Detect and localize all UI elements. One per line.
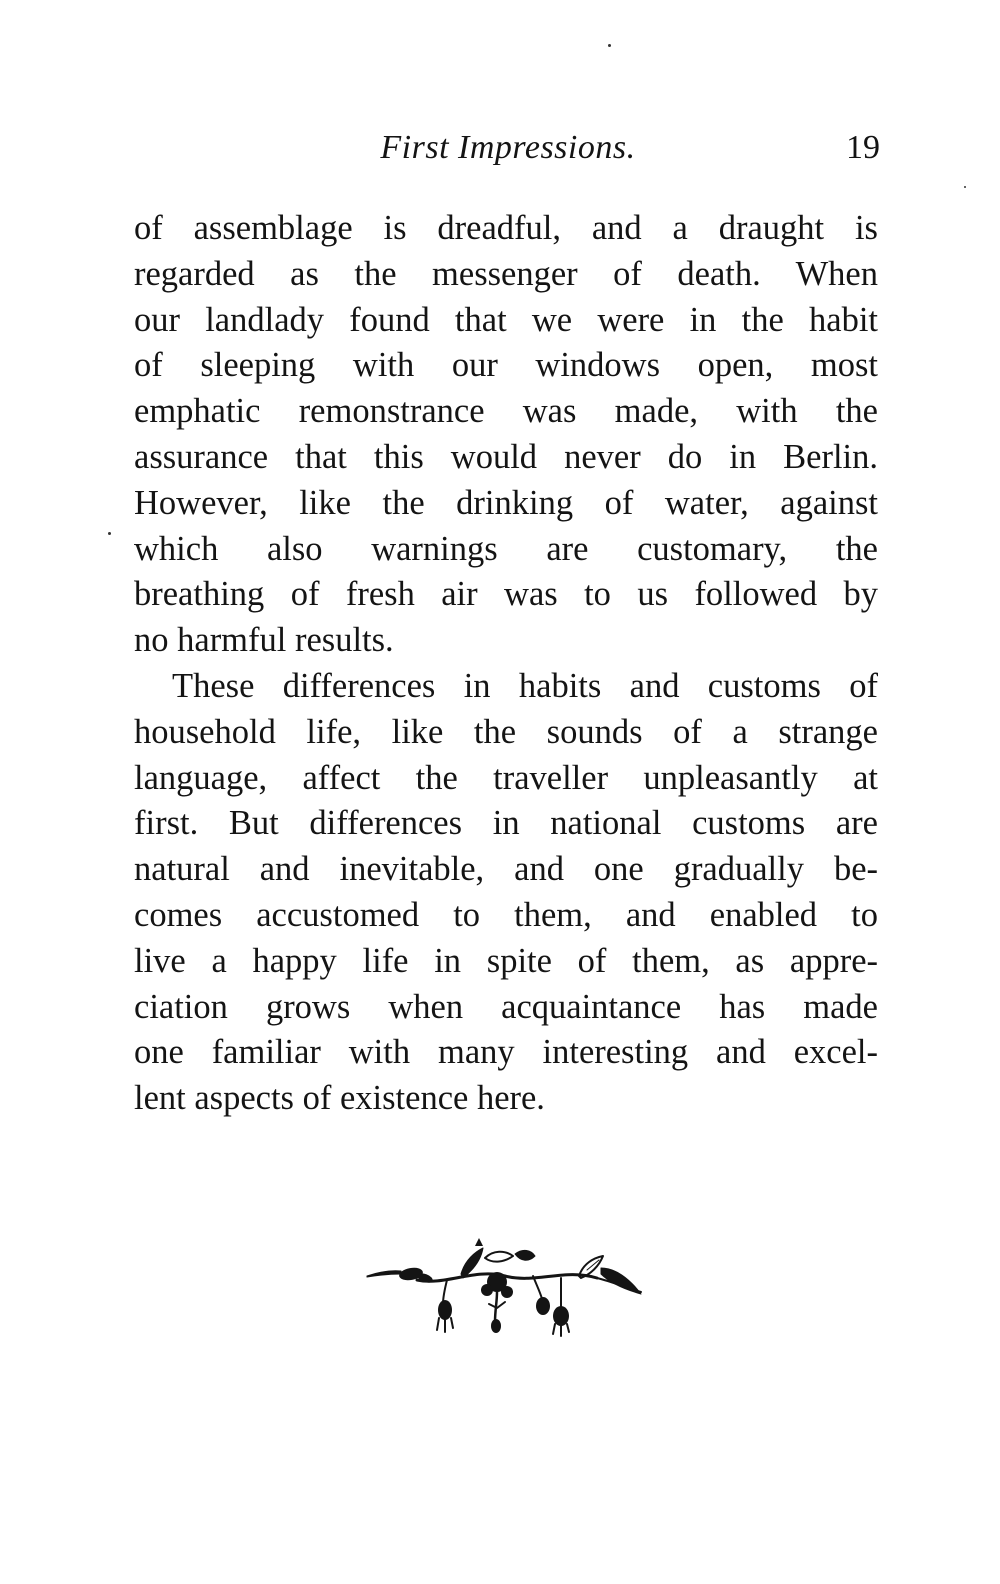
text-line: household life, like the sounds of a strange <box>134 712 878 751</box>
text-line: of assemblage is dreadful, and a draught is <box>134 209 878 247</box>
ink-speck <box>608 44 611 47</box>
text-line: ciation grows when acquaintance has made <box>134 987 878 1026</box>
text-line: comes accustomed to them, and enabled to <box>134 895 878 934</box>
text-line: first. But differences in national customs are <box>134 804 878 843</box>
text-line: of sleeping with our windows open, most <box>134 346 878 385</box>
paragraph-1 <box>134 206 878 664</box>
running-head <box>134 124 882 172</box>
ink-speck <box>964 186 966 188</box>
text-line: live a happy life in spite of them, as appre- <box>134 941 878 980</box>
paragraph-2 <box>134 664 878 1122</box>
text-line: our landlady found that we were in the habit <box>134 300 878 339</box>
text-line: assurance that this would never do in Berlin. <box>134 437 878 476</box>
text-line: which also warnings are customary, the <box>134 529 878 568</box>
page-number: 19 <box>846 129 880 166</box>
text-line: one familiar with many interesting and excel- <box>134 1033 878 1072</box>
floral-tailpiece-icon <box>365 1238 645 1338</box>
text-line: no harmful results. <box>134 621 394 660</box>
text-line: However, like the drinking of water, against <box>134 483 878 522</box>
text-line: breathing of fresh air was to us followed by <box>134 575 878 614</box>
body-text <box>134 206 878 1122</box>
ink-speck <box>108 532 111 535</box>
text-line: lent aspects of existence here. <box>134 1079 545 1118</box>
text-line: These differences in habits and customs of <box>172 666 878 705</box>
text-line: emphatic remonstrance was made, with the <box>134 392 878 431</box>
text-line: regarded as the messenger of death. When <box>134 254 878 293</box>
running-title: First Impressions. <box>380 129 636 166</box>
text-line: natural and inevitable, and one gradually be- <box>134 850 878 889</box>
text-line: language, affect the traveller unpleasantly at <box>134 758 878 797</box>
